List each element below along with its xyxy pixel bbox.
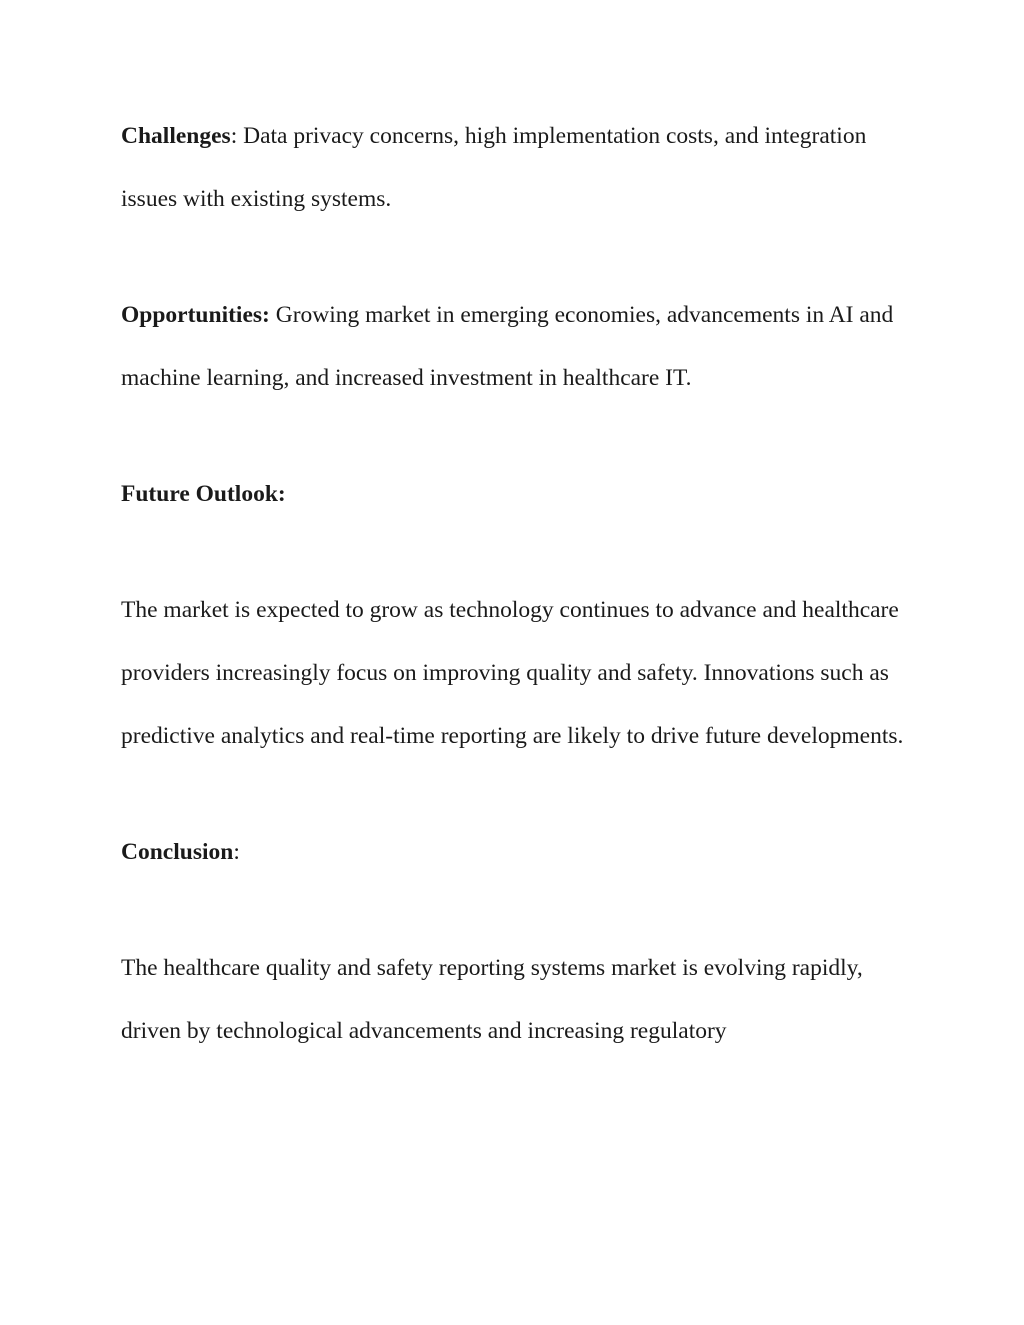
conclusion-separator: : [233, 839, 240, 865]
conclusion-label: Conclusion [121, 839, 234, 865]
opportunities-label: Opportunities: [121, 302, 270, 328]
opportunities-paragraph [121, 284, 911, 410]
conclusion-heading [121, 821, 911, 884]
future-outlook-heading [121, 463, 911, 526]
challenges-text: Data privacy concerns, high implementation costs, and integration issues with existing systems. [121, 123, 867, 212]
challenges-separator: : [230, 123, 238, 149]
future-outlook-label: Future Outlook: [121, 481, 286, 507]
document-page [121, 105, 911, 1116]
future-outlook-paragraph: The market is expected to grow as technology continues to advance and healthcare providers increasingly focus on improving quality and safety. Innovations such as predictive analytics and real-time reporting are likely to drive future developments. [121, 597, 904, 749]
opportunities-text: Growing market in emerging economies, advancements in AI and machine learning, and increased investment in healthcare IT. [121, 302, 894, 391]
conclusion-paragraph: The healthcare quality and safety reporting systems market is evolving rapidly, driven by technological advancements and increasing regulatory [121, 955, 863, 1044]
challenges-paragraph [121, 105, 911, 231]
challenges-label: Challenges [121, 123, 231, 149]
